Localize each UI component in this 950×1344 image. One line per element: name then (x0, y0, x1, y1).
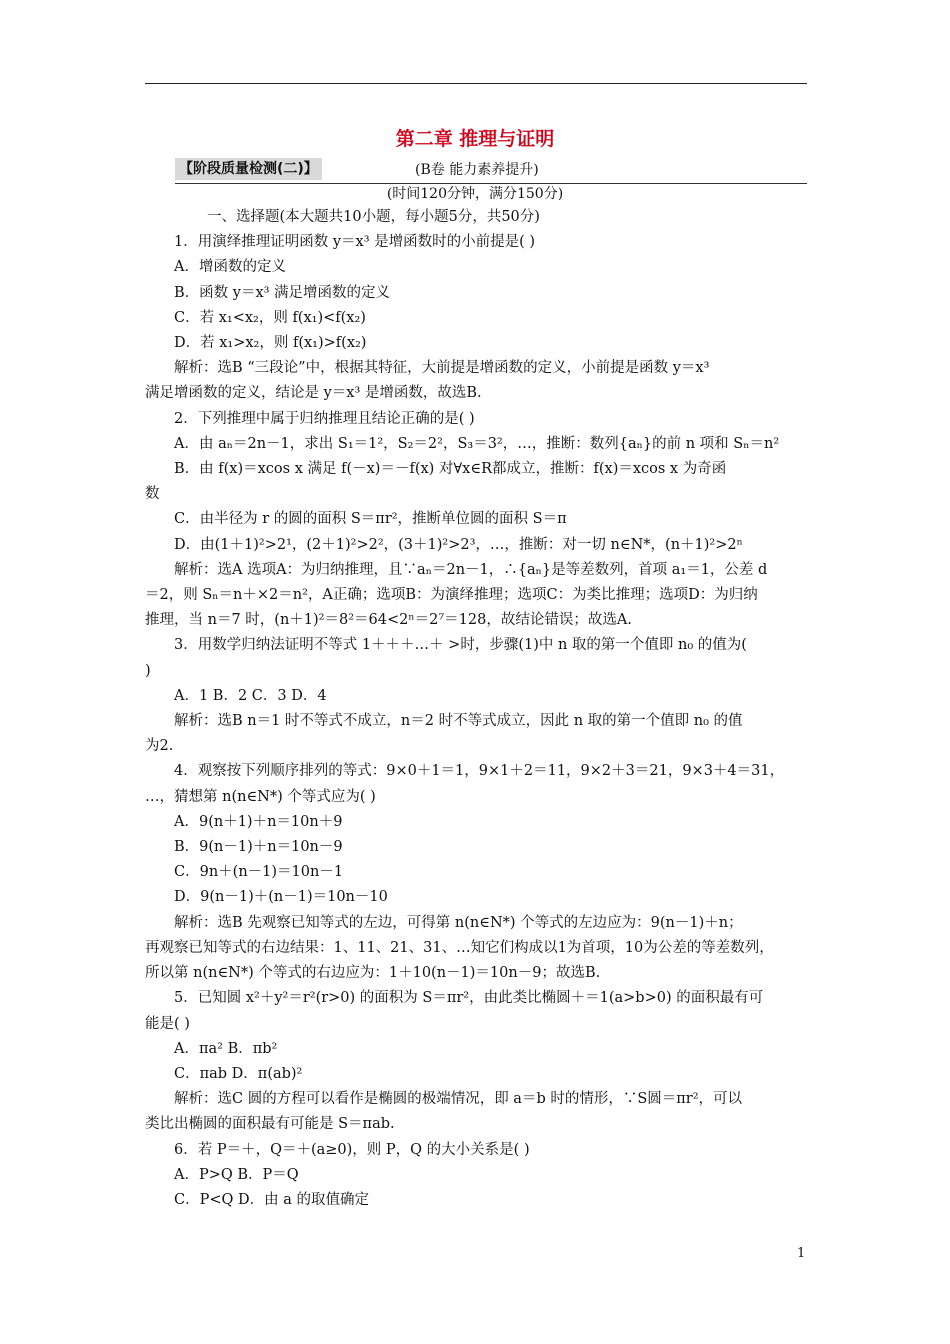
text-line: A．πa² B．πb² (174, 1040, 278, 1057)
text-line: D．由(1＋1)²>2¹，(2＋1)²>2²，(3＋1)²>2³，…，推断：对一切 n∈N*，(n＋1)²>2ⁿ (174, 536, 743, 553)
text-line: 满足增函数的定义，结论是 y＝x³ 是增函数，故选B. (145, 385, 482, 402)
section-heading: 一、选择题(本大题共10小题，每小题5分，共50分) (207, 209, 540, 225)
volume-label: (B卷 能力素养提升) (415, 162, 539, 178)
text-line: 解析：选B n＝1 时不等式不成立，n＝2 时不等式成立，因此 n 取的第一个值即 n₀ 的值 (174, 713, 743, 730)
text-line: 数 (145, 486, 160, 503)
text-line: 解析：选B 先观察已知等式的左边，可得第 n(n∈N*) 个等式的左边应为：9(n－1)＋n； (174, 914, 743, 931)
text-line: 解析：选C 圆的方程可以看作是椭圆的极端情况，即 a＝b 时的情形，∵S圆＝πr²，可以 (174, 1091, 743, 1108)
top-rule (145, 83, 807, 84)
text-line: 3．用数学归纳法证明不等式 1＋＋＋…＋ >时，步骤(1)中 n 取的第一个值即 n₀ 的值为( (174, 637, 747, 654)
question-lines (145, 230, 807, 1213)
text-line: 5．已知圆 x²＋y²＝r²(r>0) 的面积为 S＝πr²，由此类比椭圆＋＝1(a>b>0) 的面积最有可 (174, 990, 764, 1007)
text-line: 所以第 n(n∈N*) 个等式的右边应为：1＋10(n－1)＝10n－9；故选B. (145, 965, 601, 982)
text-line: 6．若 P＝＋，Q＝＋(a≥0)，则 P，Q 的大小关系是( ) (174, 1141, 530, 1158)
question-body (145, 205, 807, 1213)
text-line: 类比出椭圆的面积最有可能是 S＝πab. (145, 1116, 395, 1133)
time-score-line: (时间120分钟，满分150分) (386, 186, 564, 202)
text-line: A．P>Q B．P＝Q (174, 1166, 299, 1183)
text-line: 解析：选A 选项A：为归纳推理，且∵aₙ＝2n－1，∴{aₙ}是等差数列，首项 a₁＝1，公差 d (174, 561, 768, 578)
text-line: C．由半径为 r 的圆的面积 S＝πr²，推断单位圆的面积 S＝π (174, 511, 567, 528)
stage-badge: 【阶段质量检测(二)】 (175, 158, 322, 180)
text-line: A．1 B．2 C．3 D．4 (174, 687, 327, 704)
text-line: 再观察已知等式的右边结果：1、11、21、31、…知它们构成以1为首项，10为公差的等差数列， (145, 939, 774, 956)
text-line: B．9(n－1)＋n＝10n－9 (174, 839, 343, 856)
text-line: B．函数 y＝x³ 满足增函数的定义 (174, 284, 391, 301)
text-line: C．πab D．π(ab)² (174, 1065, 303, 1082)
text-line: C．若 x₁<x₂，则 f(x₁)<f(x₂) (174, 309, 366, 326)
text-line: 推理，当 n＝7 时，(n＋1)²＝8²＝64<2ⁿ＝2⁷＝128，故结论错误；故选A. (145, 612, 632, 629)
text-line: D．若 x₁>x₂，则 f(x₁)>f(x₂) (174, 335, 367, 352)
text-line: A．9(n＋1)＋n＝10n＋9 (174, 813, 343, 830)
text-line: 1．用演绎推理证明函数 y＝x³ 是增函数时的小前提是( ) (174, 234, 536, 251)
text-line: …，猜想第 n(n∈N*) 个等式应为( ) (145, 788, 376, 805)
text-line: ) (145, 662, 151, 679)
banner-row (175, 158, 807, 184)
text-line: 能是( ) (145, 1015, 190, 1032)
text-line: A．由 aₙ＝2n－1，求出 S₁＝1²，S₂＝2²，S₃＝3²，…，推断：数列{aₙ}的前 n 项和 Sₙ＝n² (174, 435, 780, 452)
text-line: D．9(n－1)＋(n－1)＝10n－10 (174, 889, 388, 906)
page-number: 1 (797, 1246, 806, 1261)
text-line: ＝2，则 Sₙ＝n＋×2＝n²，A正确；选项B：为演绎推理；选项C：为类比推理；选项D：为归纳 (145, 587, 758, 604)
text-line: C．9n＋(n－1)＝10n－1 (174, 864, 344, 881)
chapter-title: 第二章 推理与证明 (395, 128, 555, 150)
text-line: C．P<Q D．由 a 的取值确定 (174, 1191, 369, 1208)
text-line: B．由 f(x)＝xcos x 满足 f(－x)＝－f(x) 对∀x∈R都成立，推断：f(x)＝xcos x 为奇函 (174, 461, 727, 478)
text-line: 为2. (145, 738, 174, 755)
text-line: 4．观察按下列顺序排列的等式：9×0＋1＝1，9×1＋2＝11，9×2＋3＝21，9×3＋4＝31， (174, 763, 785, 780)
text-line: A．增函数的定义 (174, 259, 286, 276)
text-line: 2．下列推理中属于归纳推理且结论正确的是( ) (174, 410, 475, 427)
text-line: 解析：选B “三段论”中，根据其特征，大前提是增函数的定义，小前提是函数 y＝x³ (174, 360, 710, 377)
